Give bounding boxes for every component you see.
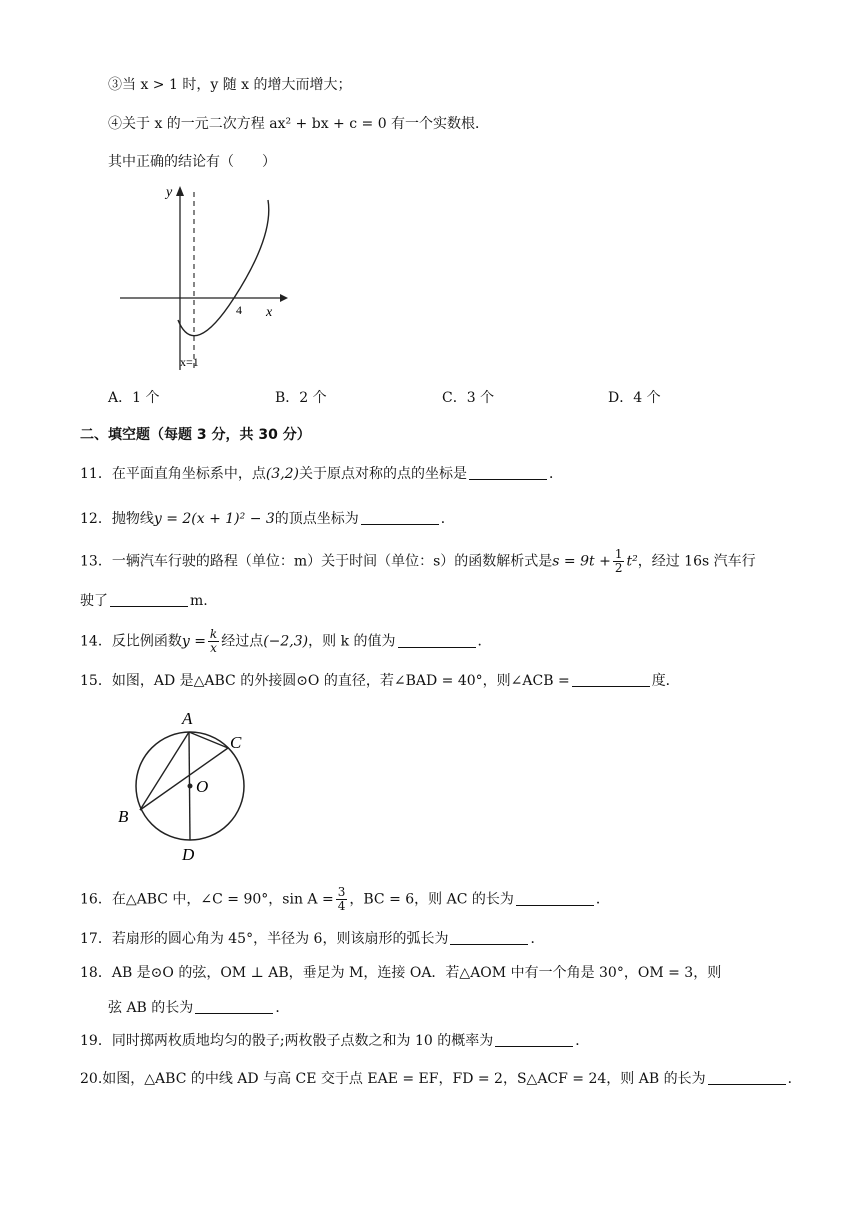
- axis-of-symmetry-label: x=1: [180, 355, 199, 369]
- section-title: 二、填空题（每题 3 分，共 30 分）: [80, 427, 311, 443]
- label-a: A: [182, 709, 193, 728]
- answer-blank-11[interactable]: [469, 465, 547, 480]
- answer-blank-19[interactable]: [495, 1032, 573, 1047]
- question-19: 19．同时掷两枚质地均匀的骰子;两枚骰子点数之和为 10 的概率为 ．: [80, 1033, 590, 1049]
- question-11: 11．在平面直角坐标系中，点(3,2)关于原点对称的点的坐标是 ．: [80, 466, 564, 482]
- question-16: 16．在△ABC 中，∠C = 90°，sin A = $\frac{3}{4}$ ，BC = 6，则 AC 的长为 ．: [80, 885, 610, 913]
- answer-blank-18[interactable]: [195, 999, 273, 1014]
- question-15: 15．如图，AD 是△ABC 的外接圆⊙O 的直径，若∠BAD = 40°，则∠ACB = 度．: [80, 673, 680, 689]
- chord-ac: [189, 732, 228, 748]
- y-axis-label: y: [166, 185, 173, 200]
- question-prompt: 其中正确的结论有（ ）: [108, 154, 276, 170]
- circle-diagram: [112, 706, 272, 866]
- fraction-one-half: $\frac{1}{2}$: [614, 547, 623, 575]
- answer-blank-20[interactable]: [708, 1070, 786, 1085]
- label-c: C: [230, 733, 242, 752]
- label-o: O: [196, 777, 209, 796]
- label-d: D: [182, 845, 195, 864]
- fraction-k-over-x: $\frac{k}{x}$: [209, 627, 218, 655]
- option-c[interactable]: C．3 个: [442, 390, 495, 406]
- answer-blank-17[interactable]: [450, 930, 528, 945]
- answer-blank-14[interactable]: [398, 633, 476, 648]
- statement-3: ③当 x > 1 时，y 随 x 的增大而增大；: [108, 77, 352, 93]
- y-axis-arrow: [176, 186, 184, 196]
- question-18: 18．AB 是⊙O 的弦，OM ⊥ AB，垂足为 M，连接 OA．若△AOM 中有一个角是 30°，OM = 3，则: [80, 965, 722, 981]
- fraction-three-quarters: $\frac{3}{4}$: [337, 885, 346, 913]
- answer-blank-16[interactable]: [516, 891, 594, 906]
- parabola-curve: [178, 200, 269, 336]
- question-17: 17．若扇形的圆心角为 45°，半径为 6，则该扇形的弧长为 ．: [80, 931, 545, 947]
- x-axis-label: x: [266, 305, 273, 320]
- question-14: 14．反比例函数y = $\frac{k}{x}$ 经过点(−2,3)，则 k 的值为 ．: [80, 627, 492, 655]
- answer-blank-13[interactable]: [110, 592, 188, 607]
- option-d[interactable]: D．4 个: [608, 390, 661, 406]
- answer-blank-15[interactable]: [572, 672, 650, 687]
- question-18-line-2: 弦 AB 的长为 ．: [108, 1000, 290, 1016]
- x-axis-arrow: [280, 294, 288, 302]
- question-20: 20.如图，△ABC 的中线 AD 与高 CE 交于点 EAE = EF，FD = 2，S△ACF = 24，则 AB 的长为 ．: [80, 1071, 802, 1087]
- answer-blank-12[interactable]: [361, 510, 439, 525]
- statement-4: ④关于 x 的一元二次方程 ax² + bx + c = 0 有一个实数根．: [108, 116, 490, 132]
- chord-bc: [140, 748, 228, 810]
- root-label: 4: [236, 303, 242, 317]
- option-b[interactable]: B．2 个: [275, 390, 327, 406]
- center-point: [188, 784, 193, 789]
- chord-ab: [140, 732, 189, 810]
- option-a[interactable]: A．1 个: [108, 390, 160, 406]
- label-b: B: [118, 807, 129, 826]
- question-13: 13．一辆汽车行驶的路程（单位：m）关于时间（单位：s）的函数解析式是s = 9t + $\frac{1}{2}$ t²，经过 16s 汽车行: [80, 547, 756, 575]
- question-12: 12．抛物线y = 2(x + 1)² − 3的顶点坐标为 ．: [80, 511, 455, 527]
- question-13-line-2: 驶了 m.: [80, 593, 208, 609]
- parabola-graph: [110, 180, 290, 375]
